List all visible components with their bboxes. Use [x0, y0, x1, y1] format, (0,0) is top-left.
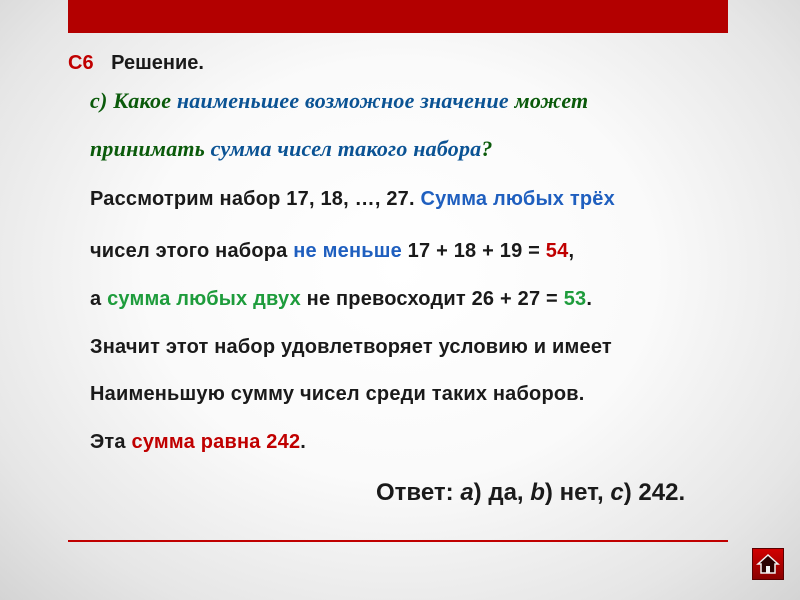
question-line-1: с) Какое наименьшее возможное значение может — [90, 88, 589, 113]
solution-line-4: Значит этот набор удовлетворяет условию и имеет — [90, 336, 612, 358]
bottom-divider — [68, 540, 728, 542]
solution-line-2: чисел этого набора не меньше 17 + 18 + 19 = 54, — [90, 240, 575, 262]
slide-title: Решение. — [111, 52, 204, 74]
answer-line: Ответ: a) да, b) нет, c) 242. — [376, 479, 686, 506]
home-button[interactable] — [752, 548, 784, 580]
task-number: С6 — [68, 52, 94, 74]
question-line-2: принимать сумма чисел такого набора? — [90, 136, 493, 161]
top-decorative-bar — [68, 0, 728, 33]
solution-line-1: Рассмотрим набор 17, 18, …, 27. Сумма любых трёх — [90, 188, 615, 210]
solution-line-5: Наименьшую сумму чисел среди таких наборов. — [90, 383, 585, 405]
slide-header — [68, 52, 204, 75]
home-icon — [756, 552, 780, 576]
solution-line-3: а сумма любых двух не превосходит 26 + 27 = 53. — [90, 288, 593, 310]
solution-line-6: Эта сумма равна 242. — [90, 431, 307, 453]
